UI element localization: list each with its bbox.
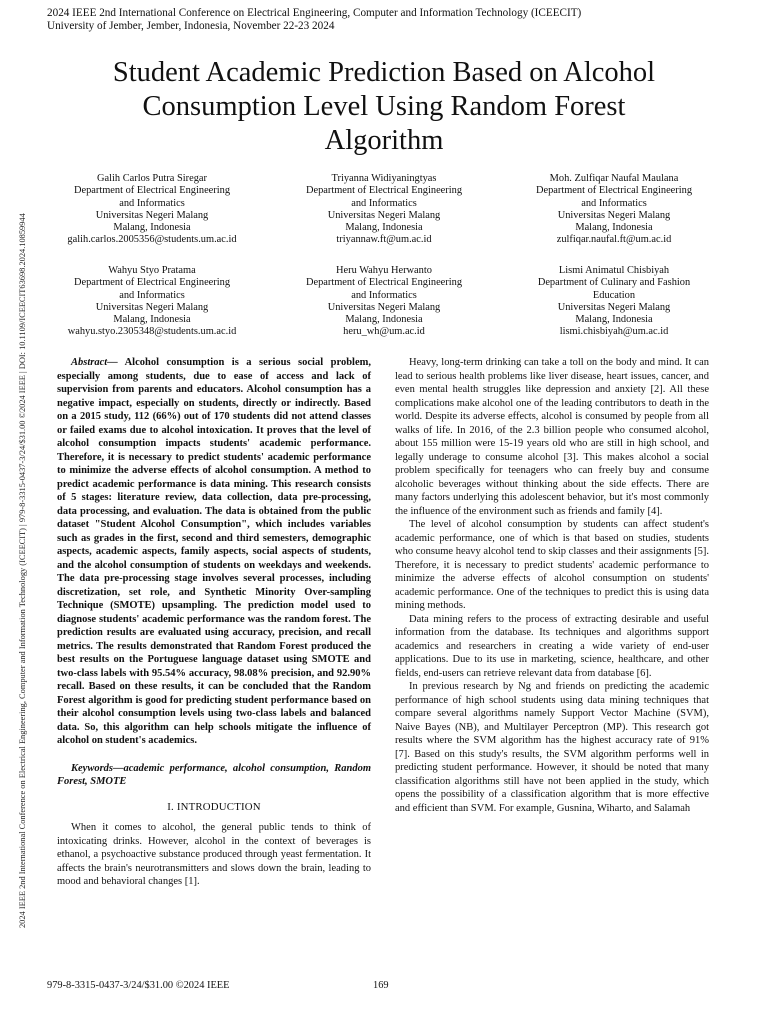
author-email: zulfiqar.naufal.ft@um.ac.id [556,234,672,246]
title-line-3: Algorithm [324,125,444,156]
author-block [498,265,730,339]
author-university: Universitas Negeri Malang [95,209,209,221]
abstract [57,356,371,748]
title-line-1: Student Academic Prediction Based on Alcohol [112,57,656,88]
keywords: Keywords—academic performance, alcohol consumption, Random Forest, SMOTE [57,762,371,787]
paragraph: Data mining refers to the process of extracting desirable and useful information from the database. Its techniques and algorithms support academics and researchers in creating a wide variety of end-user applications. Due to its use in marketing, science, healthcare, and other fields, end-users can retrieve relevant data from database [6]. [395,613,709,679]
author-dept: Department of Electrical Engineering [535,185,693,197]
author-email: heru_wh@um.ac.id [343,326,425,338]
author-name: Moh. Zulfiqar Naufal Maulana [549,173,679,184]
paragraph: The level of alcohol consumption by students can affect student's academic performance, one of which is that based on studies, students who consume heavy alcohol tend to skip classes and their assignments [5]. Therefore, it is necessary to predict students' academic performance to minimize the adverse effects of alcohol consumption on students' academic performance. One of the techniques to predict this is using data mining methods. [395,519,709,611]
author-name: Triyanna Widiyaningtyas [331,173,437,184]
author-dept: Department of Electrical Engineering [73,277,231,289]
author-dept: Department of Electrical Engineering [305,185,463,197]
author-city: Malang, Indonesia [345,222,423,234]
author-dept: and Informatics [351,289,417,301]
paragraph: When it comes to alcohol, the general public tends to think of intoxicating drinks. However, alcohol in the context of beverages is ethanol, a psychoactive substance produced through yeast fermentation. It affects the brain's neurotransmitters and slows down the brain, leading to mood and behavioral changes [1]. [57,822,371,887]
doi-sidebar-text: 2024 IEEE 2nd International Conference on Electrical Engineering, Computer and Information Technology (ICEECIT) | 979-8-3315-0437-3/24/$31.00 ©2024 IEEE | DOI: 10.1109/ICEECIT63698.2024.10859944 [18,213,27,928]
author-block [36,173,268,247]
paragraph: Heavy, long-term drinking can take a toll on the body and mind. It can lead to serious health problems like liver disease, heart issues, cancer, and even mental health struggles like depression and anxiety [2]. All these complications make alcohol one of the leading contributors to death in the world. Despite its adverse effects, alcohol is consumed by people from all walks of life. In 2016, of the 2.3 billion people who consumed alcohol, about 155 million were 15-19 years old who are still in high school, and legally underage to consume alcohol [3]. This makes alcohol a social problem specifically for teenagers who can freely buy and consume alcoholic beverages without thinking about the side effects. There are many factors underlying this adolescent behavior, but it's most commonly the influence of the environment such as friends and family [4]. [395,357,709,517]
page-number: 169 [373,980,389,991]
conference-name: 2024 IEEE 2nd International Conference on Electrical Engineering, Computer and Information Technology (ICEECIT) [47,7,582,19]
author-university: Universitas Negeri Malang [327,301,441,313]
conference-header [47,7,581,33]
author-email: wahyu.styo.2305348@students.um.ac.id [67,326,237,338]
author-dept: and Informatics [119,289,185,301]
author-university: Universitas Negeri Malang [557,209,671,221]
author-email: galih.carlos.2005356@students.um.ac.id [67,234,237,246]
author-dept: Department of Culinary and Fashion [537,277,691,289]
author-dept: and Informatics [119,197,185,209]
title-line-2: Consumption Level Using Random Forest [142,91,626,122]
right-column [395,356,709,815]
author-dept: and Informatics [581,197,647,209]
author-city: Malang, Indonesia [345,314,423,326]
left-column [57,356,371,889]
author-city: Malang, Indonesia [113,222,191,234]
paper-title [47,56,721,158]
author-block [36,265,268,339]
author-dept: Department of Electrical Engineering [73,185,231,197]
author-email: triyannaw.ft@um.ac.id [336,234,432,246]
author-name: Lismi Animatul Chisbiyah [558,265,670,276]
author-dept: Education [592,289,636,301]
author-dept: Department of Electrical Engineering [305,277,463,289]
author-email: lismi.chisbiyah@um.ac.id [559,326,669,338]
author-name: Galih Carlos Putra Siregar [97,173,207,184]
paragraph: In previous research by Ng and friends on predicting the academic performance of high school students using data mining techniques that compare several algorithms namely Support Vector Machine (SVM), Naive Bayes (NB), and Multilayer Perceptron (MP). This research got results where the SVM algorithm has the highest accuracy rate of 91% [7]. Based on this study's results, the SVM algorithm performs well in predicting student performance. However, it should be noted that many classification algorithms still have not been applied in the study, which opens the possibility of a classification algorithm that is more effective and efficient than SVM. For example, Gusnina, Wiharto, and Salamah [395,681,709,814]
abstract-text: — Alcohol consumption is a serious social problem, especially among students, due to ease of access and lack of supervision from parents and educators. Alcohol consumption has a negative impact, especially on students, directly or indirectly. Based on a 2015 study, 112 (66%) out of 170 students did not attend classes or failed exams due to alcohol intoxication. It proves that the level of alcohol consumption impacts students' academic performance. Therefore, it is necessary to predict students' academic performance to minimize the adverse effects of alcohol consumption. A method to predict academic performance is data mining. This research consists of 5 stages: literature review, data collection, data pre-processing, data processing, and evaluation. The data is obtained from the public dataset "Student Alcohol Consumption", which includes variables such as grades in the first, second and third semesters, demographic aspects, academic aspects, family aspects, social aspects of students, and the alcohol consumption of students on weekdays and weekends. The data pre-processing stage involves several processes, including discretization, set role, and Synthetic Minority Over-sampling Technique (SMOTE) upsampling. The prediction model used to diagnose students' academic performance was the random forest. The prediction results are evaluated using accuracy, precision, and recall metrics. The results demonstrated that Random Forest produced the best results on the Portuguese language dataset using SMOTE and two-class labels with 95.54% accuracy, 98.08% precision, and 92.90% recall. Based on these results, it can be concluded that the Random Forest algorithm is good for predicting student performance based on their alcohol consumption levels using two-class labels and balanced data. So, this algorithm can help schools mitigate the influence of alcohol on student's academics. [57,357,371,746]
author-university: Universitas Negeri Malang [557,301,671,313]
author-city: Malang, Indonesia [575,222,653,234]
author-city: Malang, Indonesia [113,314,191,326]
conference-location: University of Jember, Jember, Indonesia, November 22-23 2024 [47,20,335,32]
doi-sidebar [18,98,30,928]
author-name: Heru Wahyu Herwanto [336,265,432,276]
author-city: Malang, Indonesia [575,314,653,326]
abstract-label: Abstract [71,357,108,368]
author-university: Universitas Negeri Malang [95,301,209,313]
footer-isbn: 979-8-3315-0437-3/24/$31.00 ©2024 IEEE [47,980,230,991]
author-block [268,173,500,247]
author-dept: and Informatics [351,197,417,209]
section-heading: I. INTRODUCTION [167,800,261,813]
author-name: Wahyu Styo Pratama [108,265,196,276]
author-university: Universitas Negeri Malang [327,209,441,221]
author-block [498,173,730,247]
author-block [268,265,500,339]
